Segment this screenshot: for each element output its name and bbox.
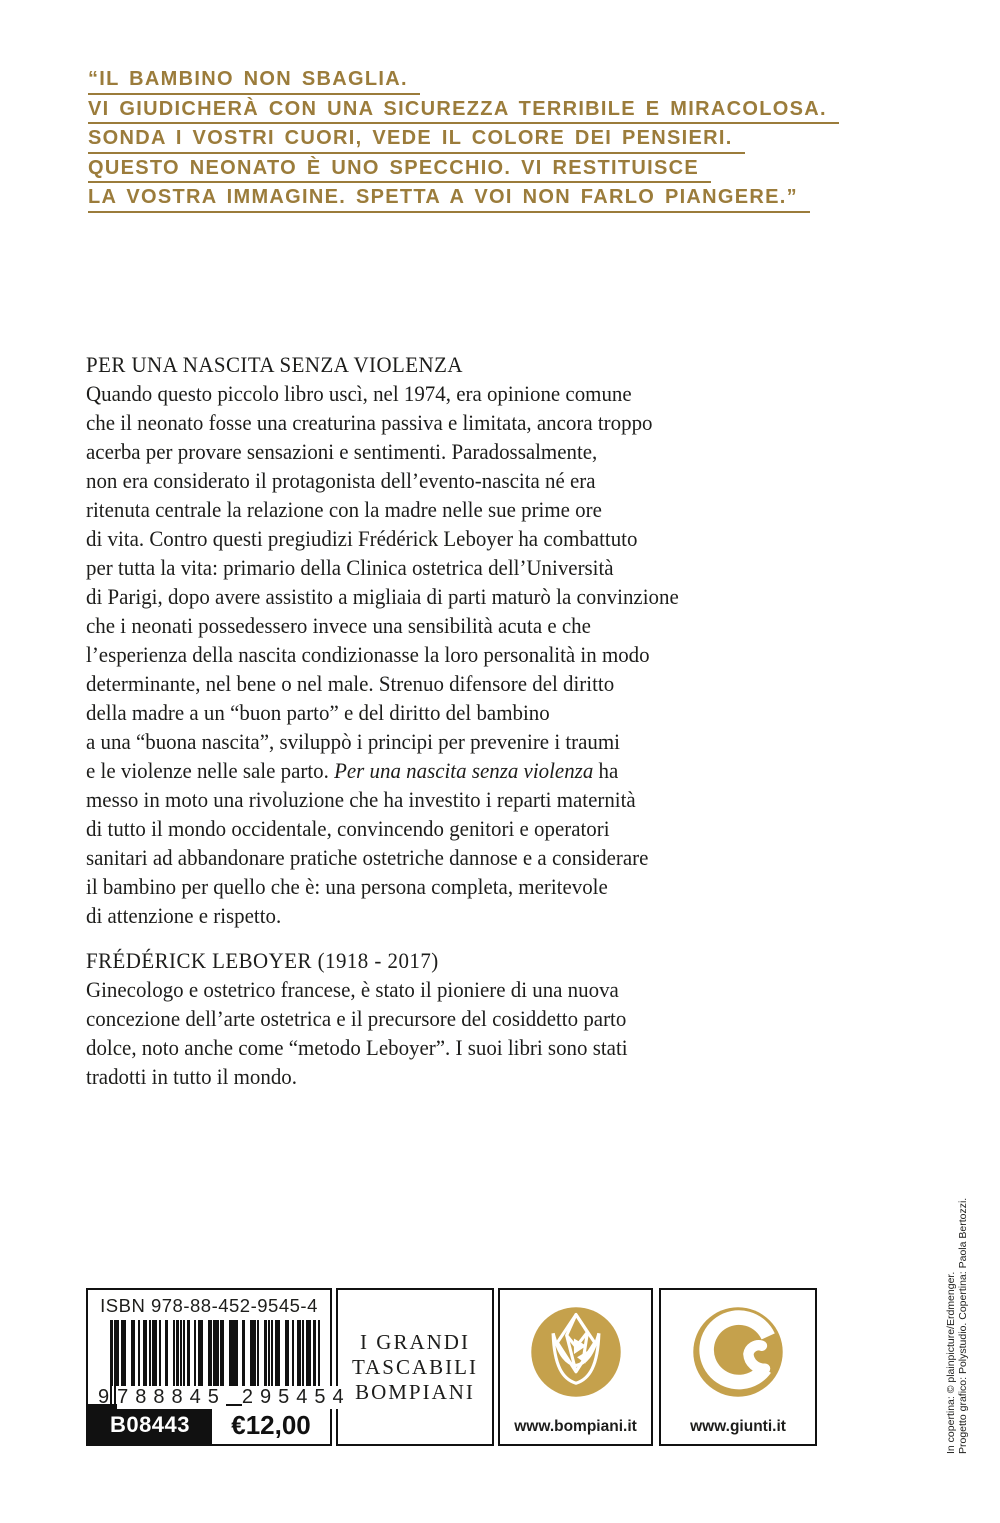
author-bio — [86, 946, 628, 1091]
giunti-g-icon — [686, 1300, 790, 1404]
author-bio-text: Ginecologo e ostetrico francese, è stato il pioniere di una nuova concezione dell’arte ostetrica e il precursore del cosiddetto parto dolce, noto anche come “metodo Leboyer”. I suoi libri sono stati tradotti in tutto il mondo. — [86, 977, 628, 1089]
synopsis — [86, 350, 679, 930]
isbn-label: ISBN 978-88-452-9545-4 — [100, 1295, 318, 1316]
bompiani-url: www.bompiani.it — [514, 1418, 637, 1435]
giunti-url: www.giunti.it — [690, 1418, 786, 1435]
cover-quote: “IL BAMBINO NON SBAGLIA. VI GIUDICHERÀ CON UNA SICUREZZA TERRIBILE E MIRACOLOSA. SONDA I VOSTRI CUORI, VEDE IL COLORE DEI PENSIERI. QUESTO NEONATO È UNO SPECCHIO. VI RESTITUISCE LA VOSTRA IMMAGINE. SPETTA A VOI NON FARLO PIANGERE.” — [88, 69, 839, 217]
barcode-digit-first: 9 — [98, 1386, 110, 1408]
bompiani-flower-icon — [524, 1300, 628, 1404]
bompiani-box — [498, 1288, 653, 1446]
footer-row — [86, 1288, 817, 1446]
giunti-box — [659, 1288, 817, 1446]
edition-code: B08443 — [88, 1406, 212, 1444]
cover-credits: In copertina: © plainpicture/Erdmenger. Progetto grafico: Polystudio. Copertina: Paola Bertozzi. — [945, 1197, 969, 1454]
barcode-digit-group2: 295454 — [241, 1386, 351, 1408]
price-row — [88, 1404, 330, 1444]
barcode-digits — [98, 1384, 351, 1409]
author-name: FRÉDÉRICK LEBOYER (1918 - 2017) — [86, 948, 439, 973]
barcode — [98, 1320, 351, 1408]
price: €12,00 — [212, 1406, 330, 1444]
synopsis-text: Quando questo piccolo libro uscì, nel 1974, era opinione comune che il neonato fosse una creaturina passiva e limitata, ancora troppo acerba per provare sensazioni e sentimenti. Paradossalmente, non era considerato il protagonista dell’evento-nascita né era ritenuta centrale la relazione con la madre nelle sue prime ore di vita. Contro questi pregiudizi Frédérick Leboyer ha combattuto per tutta la vita: primario della Clinica ostetrica dell’Università di Parigi, dopo avere assistito a migliaia di parti maturò la convinzione che i neonati possedessero invece una sensibilità acuta e che l’esperienza della nascita condizionasse la loro personalità in modo determinante, nel bene o nel male. Strenuo difensore del diritto della madre a un “buon parto” e del diritto del bambino a una “buona nascita”, sviluppò i principi per prevenire i traumi e le violenze nelle sale parto. Per una nascita senza violenza ha messo in moto una rivoluzione che ha investito i reparti maternità di tutto il mondo occidentale, convincendo genitori e operatori sanitari ad abbandonare pratiche ostetriche dannose e a considerare il bambino per quello che è: una persona completa, meritevole di attenzione e rispetto. — [86, 381, 679, 928]
series-box: I GRANDI TASCABILI BOMPIANI — [336, 1288, 494, 1446]
barcode-box — [86, 1288, 351, 1446]
barcode-bars — [110, 1320, 318, 1386]
barcode-digit-group1: 788845 — [117, 1386, 226, 1408]
book-title-heading: PER UNA NASCITA SENZA VIOLENZA — [86, 352, 463, 377]
